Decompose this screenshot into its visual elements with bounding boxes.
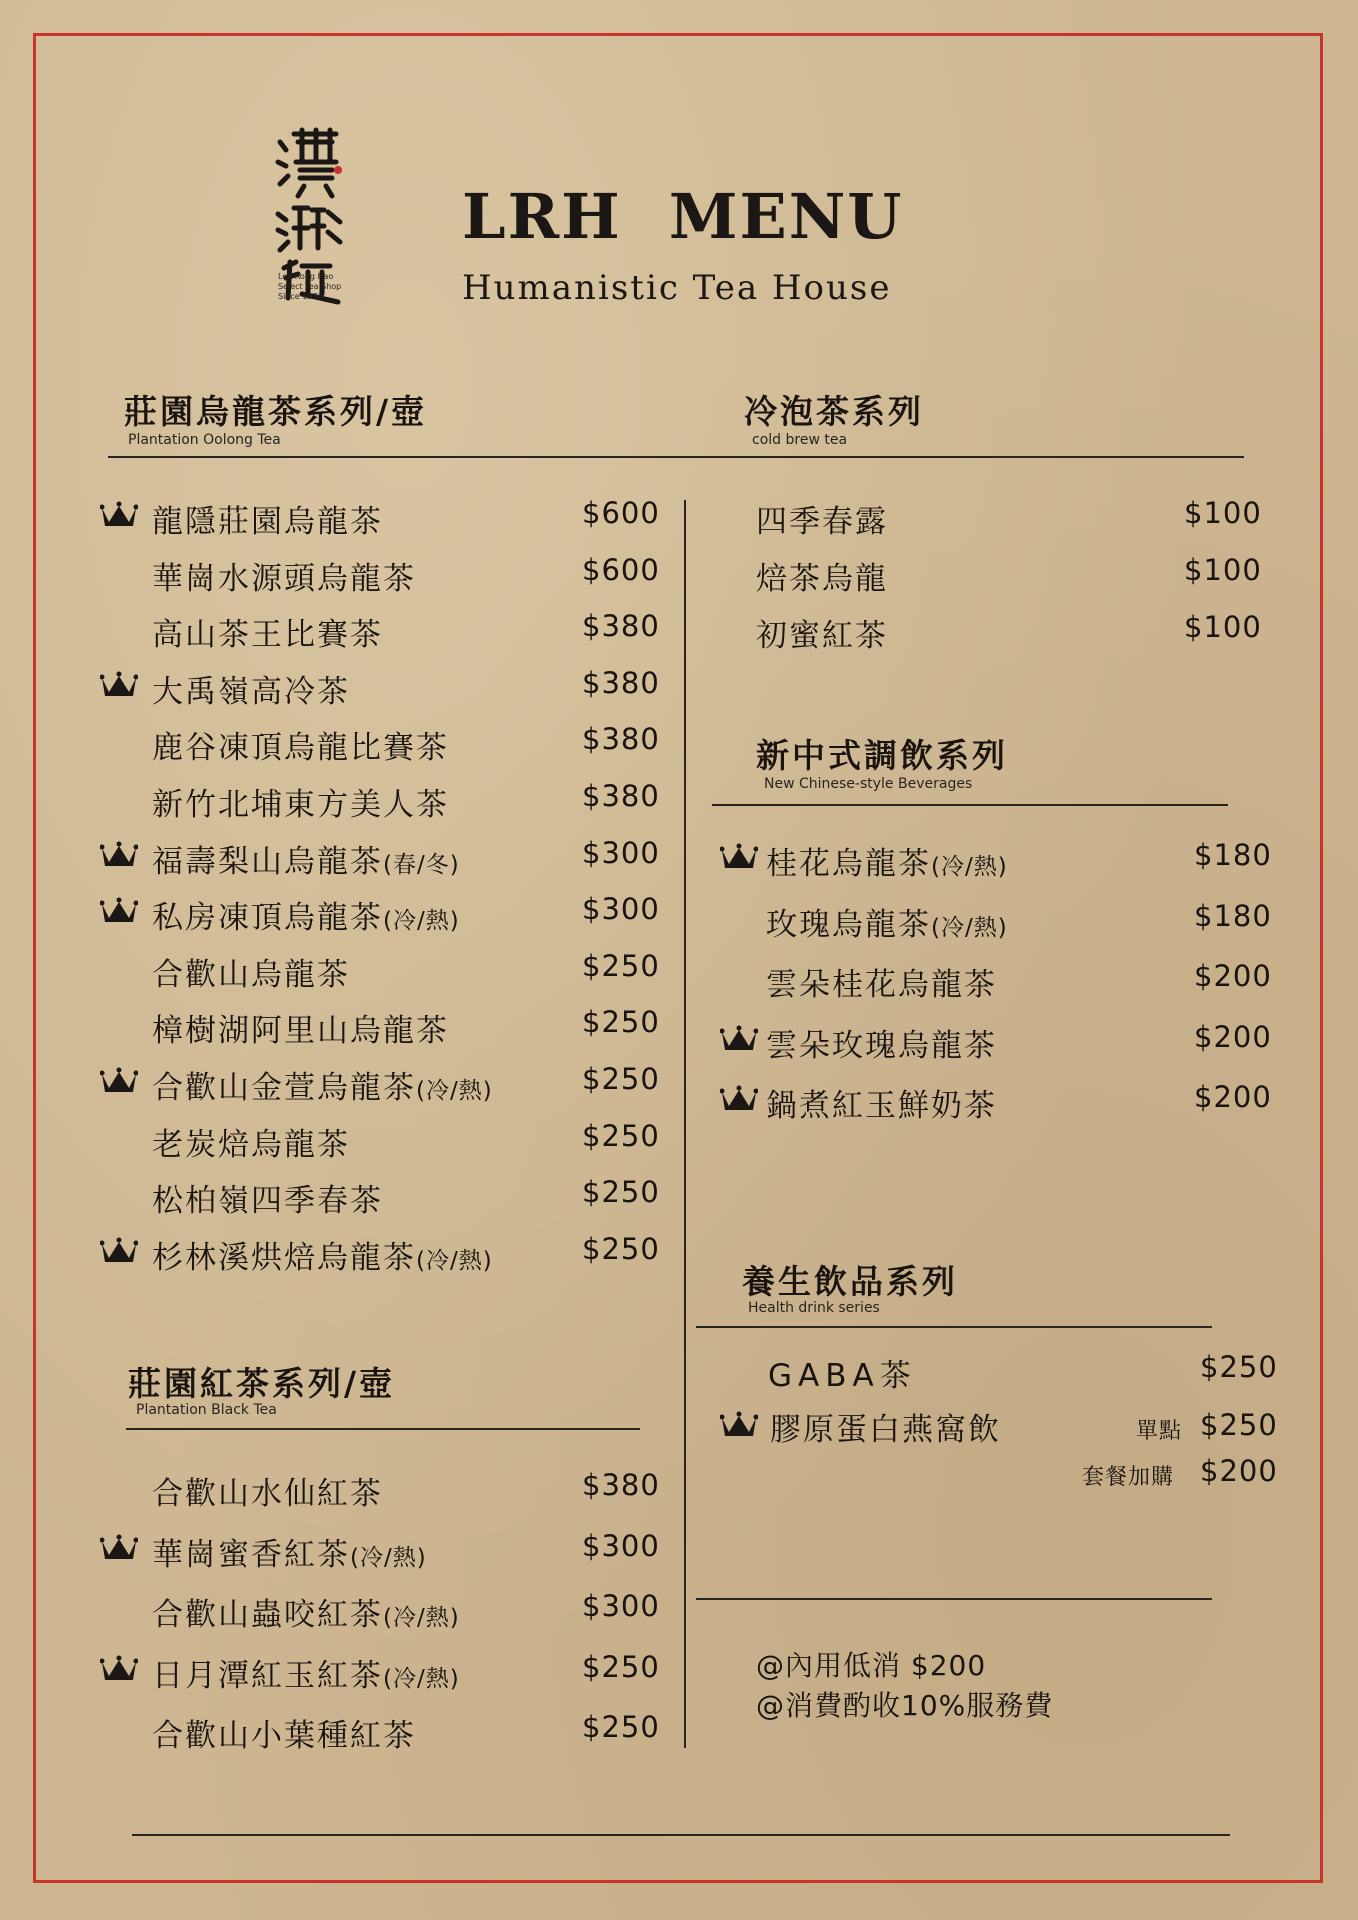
menu-item	[152, 836, 692, 880]
item-name-text: 合歡山蟲咬紅茶	[152, 1597, 383, 1633]
crown-icon	[720, 1410, 758, 1440]
item-name: 華崗水源頭烏龍茶	[152, 560, 416, 597]
crown-icon	[720, 1084, 758, 1114]
item-price: $380	[582, 665, 660, 700]
menu-item	[152, 892, 692, 936]
item-price: $200	[1194, 959, 1272, 993]
item-name-text: 桂花烏龍茶	[766, 846, 931, 882]
menu-item	[152, 1005, 692, 1049]
item-price: $300	[582, 892, 660, 927]
menu-item	[152, 1589, 692, 1633]
item-name: 松柏嶺四季春茶	[152, 1183, 383, 1220]
item-price: $200	[1194, 1019, 1272, 1054]
item-name: 大禹嶺高冷茶	[152, 673, 350, 710]
item-price: $250	[582, 948, 660, 983]
coldbrew-divider	[638, 456, 1244, 458]
item-name	[766, 899, 1008, 944]
item-name	[152, 1232, 493, 1277]
item-price: $250	[1200, 1350, 1278, 1384]
menu-item	[152, 496, 692, 540]
menu-item	[152, 779, 692, 823]
item-name: 初蜜紅茶	[756, 618, 888, 654]
item-name: 膠原蛋白燕窩飲	[770, 1412, 1001, 1448]
item-price: $600	[582, 552, 660, 587]
crown-icon	[100, 1066, 138, 1096]
item-name: 鍋煮紅玉鮮奶茶	[766, 1088, 997, 1124]
service-charge-note: @消費酌收10%服務費	[756, 1689, 1054, 1722]
set-addon-label: 套餐加購	[1082, 1465, 1175, 1490]
menu-title: LRH MENU	[462, 180, 904, 253]
menu-item	[152, 1175, 692, 1219]
crown-icon	[100, 840, 138, 870]
oolong-divider	[108, 456, 638, 458]
menu-item	[766, 1080, 1304, 1124]
item-name-text: 日月潭紅玉紅茶	[152, 1657, 383, 1694]
logo-line-3: Since 1976	[278, 292, 323, 301]
item-name: 合歡山小葉種紅茶	[152, 1718, 416, 1754]
menu-item	[152, 609, 692, 653]
item-name	[766, 838, 1008, 883]
item-note: (冷/熱)	[383, 908, 460, 935]
min-charge-note: @內用低消 $200	[756, 1649, 987, 1682]
item-price: $380	[582, 609, 660, 644]
item-name: 老炭焙烏龍茶	[152, 1126, 350, 1163]
menu-item	[766, 1020, 1304, 1064]
item-name	[152, 1062, 493, 1107]
item-price: $100	[1184, 496, 1262, 530]
notes-divider	[696, 1598, 1212, 1600]
item-price: $200	[1194, 1080, 1272, 1114]
item-note: (冷/熱)	[383, 1665, 460, 1692]
item-name: 合歡山烏龍茶	[152, 956, 350, 993]
item-price: $100	[1184, 610, 1262, 644]
item-name: 鹿谷凍頂烏龍比賽茶	[152, 730, 449, 767]
menu-item	[152, 553, 692, 597]
menu-item	[152, 1710, 692, 1754]
item-name: 高山茶王比賽茶	[152, 617, 383, 654]
crown-icon	[100, 1654, 138, 1684]
item-name	[152, 1589, 460, 1634]
item-price: $250	[582, 1118, 660, 1153]
black-section-subtitle: Plantation Black Tea	[136, 1402, 277, 1418]
item-note: (冷/熱)	[383, 1605, 460, 1631]
oolong-section-subtitle: Plantation Oolong Tea	[128, 432, 281, 448]
set-addon-price: $200	[1200, 1454, 1278, 1488]
menu-item	[152, 1062, 692, 1106]
item-name	[152, 892, 460, 937]
item-price: $250	[582, 1175, 660, 1210]
item-name-text: 合歡山金萱烏龍茶	[152, 1070, 416, 1106]
menu-item	[766, 959, 1304, 1003]
item-name-text: 杉林溪烘焙烏龍茶	[152, 1239, 416, 1276]
logo-subtext	[278, 272, 368, 302]
item-name: 雲朵玫瑰烏龍茶	[766, 1027, 997, 1064]
menu-item	[152, 1232, 692, 1276]
menu-subtitle: Humanistic Tea House	[462, 268, 892, 308]
item-name-text: 華崗蜜香紅茶	[152, 1536, 350, 1573]
item-note: (冷/熱)	[931, 854, 1008, 880]
crown-icon	[100, 1533, 138, 1563]
black-section-title: 莊園紅茶系列/壺	[128, 1364, 396, 1403]
item-price: $250	[582, 1710, 660, 1744]
crown-icon	[100, 500, 138, 530]
item-note: (冷/熱)	[416, 1078, 493, 1104]
crown-icon	[100, 1236, 138, 1266]
item-price: $250	[582, 1231, 660, 1266]
item-name-text: 私房凍頂烏龍茶	[152, 900, 383, 937]
crown-icon	[720, 1024, 758, 1054]
menu-item-gaba	[768, 1350, 1278, 1394]
menu-item	[152, 1529, 692, 1573]
item-note: (冷/熱)	[931, 914, 1008, 941]
menu-item	[756, 496, 1294, 540]
item-price: $380	[582, 722, 660, 757]
item-name: 新竹北埔東方美人茶	[152, 787, 449, 823]
item-name	[152, 1529, 427, 1574]
menu-item	[766, 899, 1304, 943]
logo-line-2: Select Tea Shop	[278, 282, 342, 291]
black-divider	[126, 1428, 640, 1430]
crown-icon	[720, 842, 758, 872]
item-price: $250	[582, 1062, 660, 1096]
item-name-text: 玫瑰烏龍茶	[766, 906, 931, 943]
crown-icon	[100, 670, 138, 700]
item-price: $180	[1194, 838, 1272, 872]
item-note: (冷/熱)	[416, 1247, 493, 1274]
single-order-price: $250	[1200, 1408, 1278, 1442]
item-note: (冷/熱)	[350, 1544, 427, 1571]
item-name	[152, 836, 460, 881]
item-note: (春/冬)	[383, 851, 460, 878]
item-price: $180	[1194, 898, 1272, 933]
menu-item	[152, 1468, 692, 1512]
newchinese-section-subtitle: New Chinese-style Beverages	[764, 776, 973, 792]
single-order-label: 單點	[1136, 1419, 1183, 1444]
health-section-subtitle: Health drink series	[748, 1300, 880, 1316]
bottom-divider	[132, 1834, 1230, 1836]
newchinese-section-title: 新中式調飲系列	[756, 736, 1008, 775]
item-price: $300	[582, 1528, 660, 1563]
menu-item	[766, 838, 1304, 882]
item-price: $100	[1184, 553, 1262, 587]
item-price: $600	[582, 496, 660, 530]
item-name: 合歡山水仙紅茶	[152, 1476, 383, 1512]
item-name: GABA茶	[768, 1358, 917, 1394]
item-price: $250	[582, 1005, 660, 1040]
menu-item	[152, 949, 692, 993]
item-price: $380	[582, 779, 660, 813]
item-name: 龍隱莊園烏龍茶	[152, 504, 383, 540]
oolong-section-title: 莊園烏龍茶系列/壺	[124, 392, 428, 431]
item-name: 樟樹湖阿里山烏龍茶	[152, 1013, 449, 1050]
crown-icon	[100, 896, 138, 926]
item-name: 雲朵桂花烏龍茶	[766, 967, 997, 1003]
item-name-text: 福壽梨山烏龍茶	[152, 843, 383, 880]
item-name: 焙茶烏龍	[756, 561, 888, 597]
health-divider	[696, 1326, 1212, 1328]
item-name	[152, 1650, 460, 1695]
menu-item	[152, 666, 692, 710]
item-price: $300	[582, 835, 660, 870]
health-section-title: 養生飲品系列	[742, 1262, 958, 1301]
coldbrew-section-title: 冷泡茶系列	[744, 392, 924, 431]
menu-item	[152, 1650, 692, 1694]
item-price: $250	[582, 1649, 660, 1684]
newchinese-divider	[712, 804, 1228, 806]
menu-item	[152, 722, 692, 766]
logo-line-1: Lee Rong Hao	[278, 272, 334, 281]
menu-item	[756, 610, 1294, 654]
item-name: 四季春露	[756, 504, 888, 540]
menu-item	[756, 553, 1294, 597]
item-price: $380	[582, 1468, 660, 1502]
menu-item	[152, 1119, 692, 1163]
item-price: $300	[582, 1589, 660, 1623]
coldbrew-section-subtitle: cold brew tea	[752, 432, 848, 448]
